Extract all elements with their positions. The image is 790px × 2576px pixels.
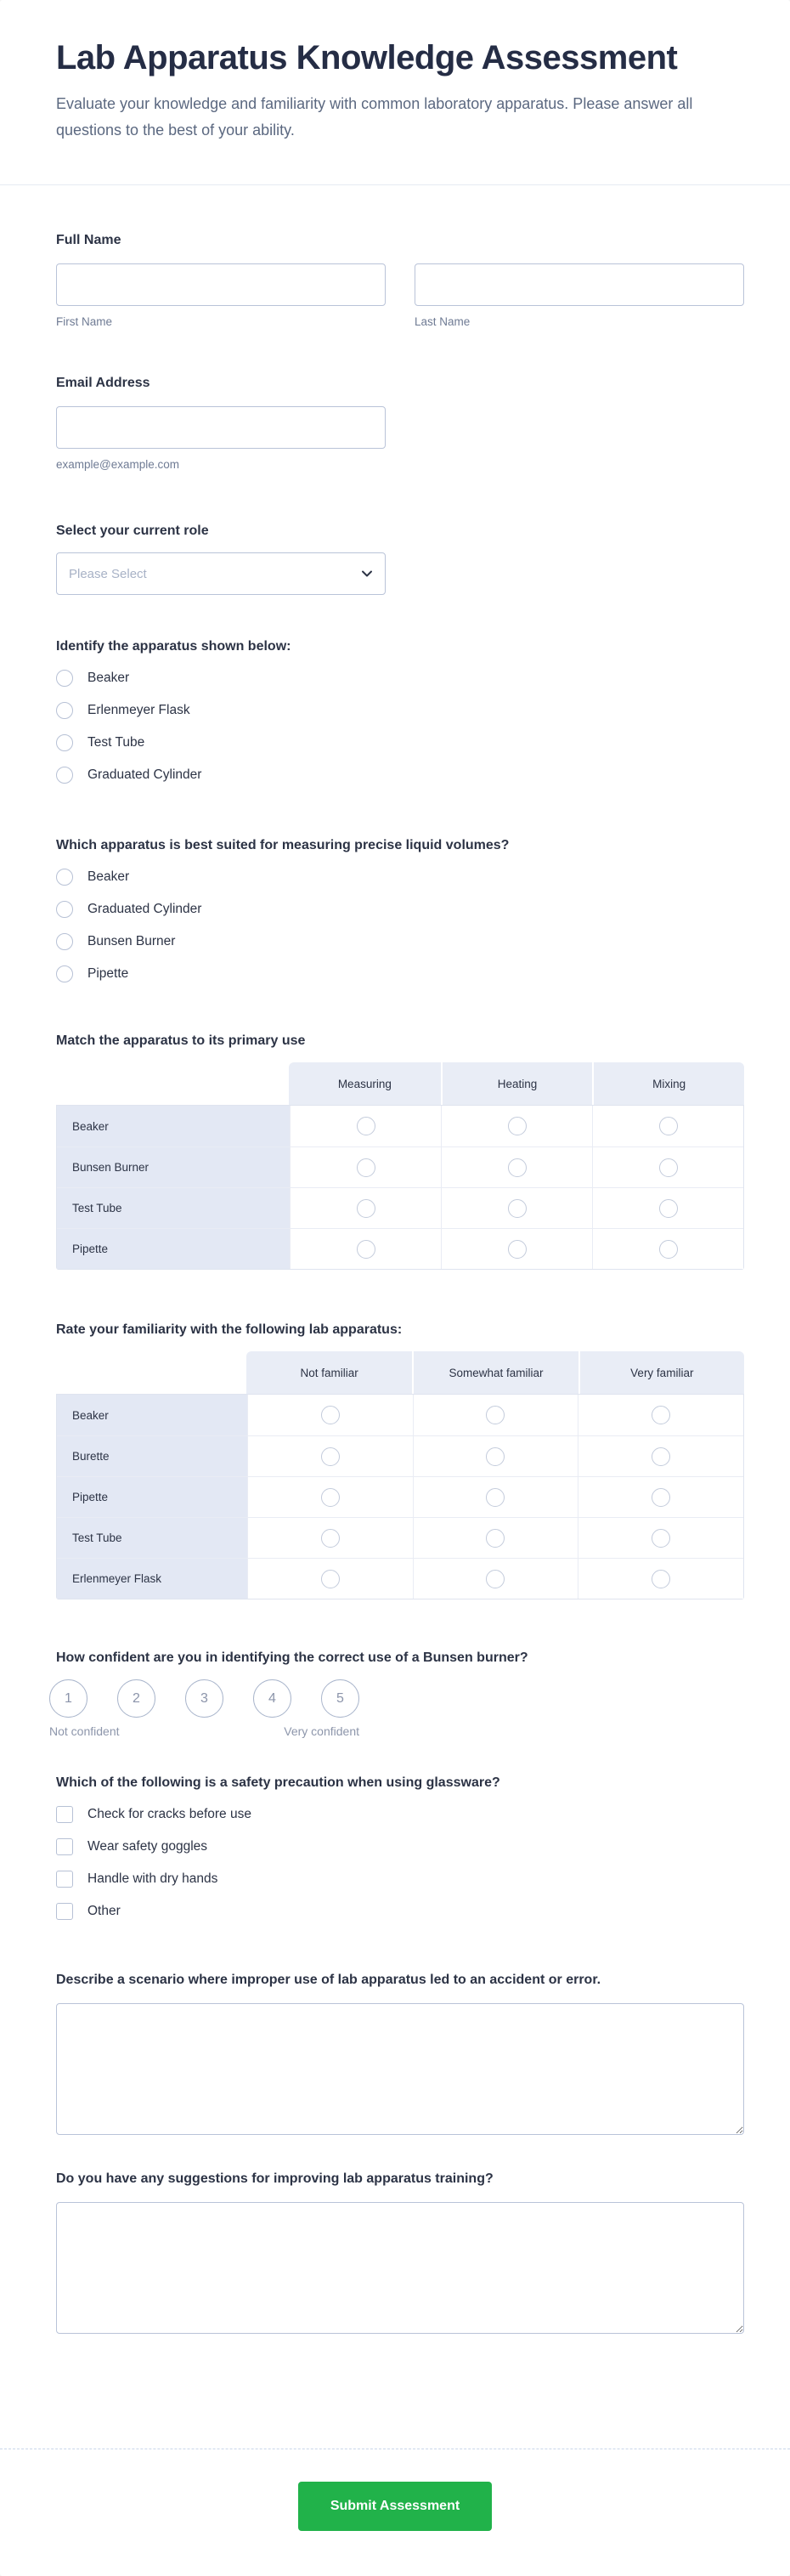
submit-button[interactable]: Submit Assessment — [298, 2482, 492, 2531]
question-email — [56, 374, 744, 473]
scale-labels — [49, 1724, 359, 1738]
matrix-radio-cell[interactable] — [247, 1435, 413, 1476]
checkbox-option[interactable] — [56, 1903, 744, 1920]
submit-section — [0, 2449, 790, 2575]
matrix-corner-cell — [56, 1062, 289, 1105]
form-title: Lab Apparatus Knowledge Assessment — [56, 39, 678, 76]
radio-icon[interactable] — [56, 702, 73, 719]
matrix-row — [57, 1558, 743, 1599]
checkbox-icon[interactable] — [56, 1806, 73, 1823]
radio-icon[interactable] — [357, 1199, 375, 1218]
radio-option[interactable] — [56, 734, 744, 751]
matrix-row-label: Pipette — [57, 1228, 290, 1269]
matrix-row-label: Beaker — [57, 1106, 290, 1146]
last-name-input[interactable] — [415, 263, 744, 306]
radio-icon[interactable] — [486, 1529, 505, 1548]
first-name-input[interactable] — [56, 263, 386, 306]
matrix-radio-cell[interactable] — [441, 1187, 592, 1228]
radio-icon[interactable] — [56, 670, 73, 687]
email-input[interactable] — [56, 406, 386, 449]
question-suggestions — [56, 2170, 744, 2338]
radio-icon[interactable] — [486, 1447, 505, 1466]
radio-icon[interactable] — [652, 1406, 670, 1424]
matrix-row — [57, 1187, 743, 1228]
checkbox-option[interactable] — [56, 1838, 744, 1855]
matrix-radio-cell[interactable] — [247, 1558, 413, 1599]
radio-icon[interactable] — [652, 1447, 670, 1466]
matrix-column-header: Heating — [441, 1062, 593, 1105]
radio-icon[interactable] — [56, 933, 73, 950]
matrix-radio-cell[interactable] — [441, 1106, 592, 1146]
safety-options — [56, 1806, 744, 1920]
question-match-use — [56, 1032, 744, 1270]
matrix-radio-cell[interactable] — [413, 1395, 578, 1435]
radio-icon[interactable] — [508, 1240, 527, 1259]
matrix-radio-cell[interactable] — [290, 1187, 441, 1228]
matrix-row — [57, 1435, 743, 1476]
radio-icon[interactable] — [321, 1406, 340, 1424]
scale-circle[interactable]: 1 — [49, 1679, 87, 1718]
matrix-body — [56, 1105, 744, 1270]
matrix-column-header: Mixing — [592, 1062, 744, 1105]
scale-circle[interactable]: 2 — [117, 1679, 155, 1718]
option-label: Erlenmeyer Flask — [87, 703, 190, 717]
radio-icon[interactable] — [508, 1199, 527, 1218]
matrix-radio-cell[interactable] — [413, 1558, 578, 1599]
matrix-radio-cell[interactable] — [578, 1435, 743, 1476]
option-label: Check for cracks before use — [87, 1807, 251, 1821]
first-name-sublabel: First Name — [56, 315, 113, 328]
radio-icon[interactable] — [321, 1529, 340, 1548]
matrix-row-label: Bunsen Burner — [57, 1146, 290, 1187]
role-label: Select your current role — [56, 524, 209, 538]
scale-min-label: Not confident — [49, 1724, 120, 1738]
role-select[interactable] — [56, 552, 386, 595]
radio-icon[interactable] — [659, 1158, 678, 1177]
familiarity-matrix — [56, 1351, 744, 1599]
last-name-sublabel: Last Name — [415, 315, 471, 328]
matrix-radio-cell[interactable] — [247, 1476, 413, 1517]
radio-icon[interactable] — [56, 869, 73, 886]
question-precise-volume — [56, 836, 744, 982]
match-use-matrix — [56, 1062, 744, 1270]
confidence-label: How confident are you in identifying the correct use of a Bunsen burner? — [56, 1650, 528, 1665]
option-label: Beaker — [87, 869, 130, 884]
matrix-radio-cell[interactable] — [413, 1435, 578, 1476]
matrix-radio-cell[interactable] — [578, 1476, 743, 1517]
matrix-row — [57, 1106, 743, 1146]
radio-option[interactable] — [56, 869, 744, 886]
radio-icon[interactable] — [357, 1158, 375, 1177]
form-subtitle: Evaluate your knowledge and familiarity with common laboratory apparatus. Please answer all questions to the best of your ability. — [56, 95, 693, 139]
radio-icon[interactable] — [659, 1117, 678, 1135]
matrix-radio-cell[interactable] — [413, 1476, 578, 1517]
question-safety — [56, 1774, 744, 1920]
identify-options — [56, 670, 744, 784]
matrix-row-label: Beaker — [57, 1395, 247, 1435]
matrix-radio-cell[interactable] — [290, 1146, 441, 1187]
matrix-radio-cell[interactable] — [441, 1146, 592, 1187]
option-label: Wear safety goggles — [87, 1839, 208, 1854]
radio-icon[interactable] — [321, 1447, 340, 1466]
radio-option[interactable] — [56, 965, 744, 982]
full-name-label: Full Name — [56, 233, 121, 247]
question-scenario — [56, 1971, 744, 2139]
matrix-row-label: Test Tube — [57, 1517, 247, 1558]
form-body — [0, 231, 790, 2575]
checkbox-option[interactable] — [56, 1871, 744, 1888]
matrix-row-label: Pipette — [57, 1476, 247, 1517]
email-sublabel: example@example.com — [56, 458, 180, 471]
matrix-radio-cell[interactable] — [578, 1395, 743, 1435]
familiarity-label: Rate your familiarity with the following lab apparatus: — [56, 1322, 403, 1337]
matrix-corner-cell — [56, 1351, 246, 1394]
scenario-label: Describe a scenario where improper use of lab apparatus led to an accident or error. — [56, 1973, 601, 1987]
matrix-row — [57, 1228, 743, 1269]
option-label: Other — [87, 1904, 121, 1918]
radio-icon[interactable] — [357, 1240, 375, 1259]
question-familiarity — [56, 1321, 744, 1599]
matrix-radio-cell[interactable] — [592, 1106, 743, 1146]
option-label: Beaker — [87, 671, 130, 685]
scale-circle[interactable]: 4 — [253, 1679, 291, 1718]
match-use-label: Match the apparatus to its primary use — [56, 1033, 306, 1048]
suggestions-textarea[interactable] — [56, 2202, 744, 2334]
matrix-radio-cell[interactable] — [578, 1558, 743, 1599]
radio-option[interactable] — [56, 933, 744, 950]
checkbox-icon[interactable] — [56, 1838, 73, 1855]
matrix-row-label: Erlenmeyer Flask — [57, 1558, 247, 1599]
option-label: Pipette — [87, 966, 129, 981]
matrix-radio-cell[interactable] — [578, 1517, 743, 1558]
radio-icon[interactable] — [56, 901, 73, 918]
email-label: Email Address — [56, 376, 150, 390]
matrix-row — [57, 1476, 743, 1517]
radio-icon[interactable] — [486, 1488, 505, 1507]
radio-icon[interactable] — [486, 1570, 505, 1588]
matrix-radio-cell[interactable] — [592, 1228, 743, 1269]
identify-label: Identify the apparatus shown below: — [56, 639, 291, 654]
scale-circles — [49, 1679, 744, 1718]
checkbox-icon[interactable] — [56, 1903, 73, 1920]
safety-label: Which of the following is a safety precaution when using glassware? — [56, 1775, 500, 1790]
option-label: Graduated Cylinder — [87, 767, 202, 782]
form-header — [0, 0, 790, 185]
precise-volume-label: Which apparatus is best suited for measuring precise liquid volumes? — [56, 838, 510, 852]
scale-max-label: Very confident — [284, 1724, 359, 1738]
option-label: Bunsen Burner — [87, 934, 176, 948]
radio-icon[interactable] — [357, 1117, 375, 1135]
matrix-column-header: Somewhat familiar — [412, 1351, 578, 1394]
role-select-wrap — [56, 552, 386, 595]
option-label: Test Tube — [87, 735, 145, 750]
radio-icon[interactable] — [659, 1199, 678, 1218]
matrix-column-header: Very familiar — [578, 1351, 744, 1394]
question-confidence — [49, 1649, 744, 1738]
radio-icon[interactable] — [56, 767, 73, 784]
matrix-radio-cell[interactable] — [413, 1517, 578, 1558]
radio-option[interactable] — [56, 702, 744, 719]
radio-icon[interactable] — [652, 1570, 670, 1588]
question-role — [56, 522, 744, 595]
matrix-body — [56, 1394, 744, 1599]
radio-icon[interactable] — [486, 1406, 505, 1424]
matrix-row-label: Test Tube — [57, 1187, 290, 1228]
option-label: Handle with dry hands — [87, 1871, 218, 1886]
suggestions-label: Do you have any suggestions for improving lab apparatus training? — [56, 2171, 494, 2186]
scale-circle[interactable]: 5 — [321, 1679, 359, 1718]
matrix-row — [57, 1517, 743, 1558]
precise-volume-options — [56, 869, 744, 982]
radio-icon[interactable] — [321, 1570, 340, 1588]
matrix-radio-cell[interactable] — [441, 1228, 592, 1269]
matrix-radio-cell[interactable] — [247, 1517, 413, 1558]
option-label: Graduated Cylinder — [87, 902, 202, 916]
radio-icon[interactable] — [321, 1488, 340, 1507]
radio-option[interactable] — [56, 670, 744, 687]
matrix-radio-cell[interactable] — [290, 1106, 441, 1146]
radio-icon[interactable] — [508, 1158, 527, 1177]
radio-icon[interactable] — [508, 1117, 527, 1135]
matrix-radio-cell[interactable] — [247, 1395, 413, 1435]
matrix-radio-cell[interactable] — [290, 1228, 441, 1269]
radio-icon[interactable] — [56, 965, 73, 982]
matrix-row-label: Burette — [57, 1435, 247, 1476]
matrix-column-header: Not familiar — [246, 1351, 412, 1394]
matrix-radio-cell[interactable] — [592, 1146, 743, 1187]
scenario-textarea[interactable] — [56, 2003, 744, 2135]
radio-option[interactable] — [56, 901, 744, 918]
checkbox-option[interactable] — [56, 1806, 744, 1823]
question-full-name — [56, 231, 744, 330]
matrix-row — [57, 1146, 743, 1187]
scale-circle[interactable]: 3 — [185, 1679, 223, 1718]
question-identify — [56, 637, 744, 784]
matrix-radio-cell[interactable] — [592, 1187, 743, 1228]
radio-icon[interactable] — [652, 1529, 670, 1548]
radio-icon[interactable] — [659, 1240, 678, 1259]
checkbox-icon[interactable] — [56, 1871, 73, 1888]
matrix-column-header: Measuring — [289, 1062, 441, 1105]
confidence-scale — [49, 1679, 744, 1738]
matrix-row — [57, 1395, 743, 1435]
radio-option[interactable] — [56, 767, 744, 784]
radio-icon[interactable] — [56, 734, 73, 751]
radio-icon[interactable] — [652, 1488, 670, 1507]
